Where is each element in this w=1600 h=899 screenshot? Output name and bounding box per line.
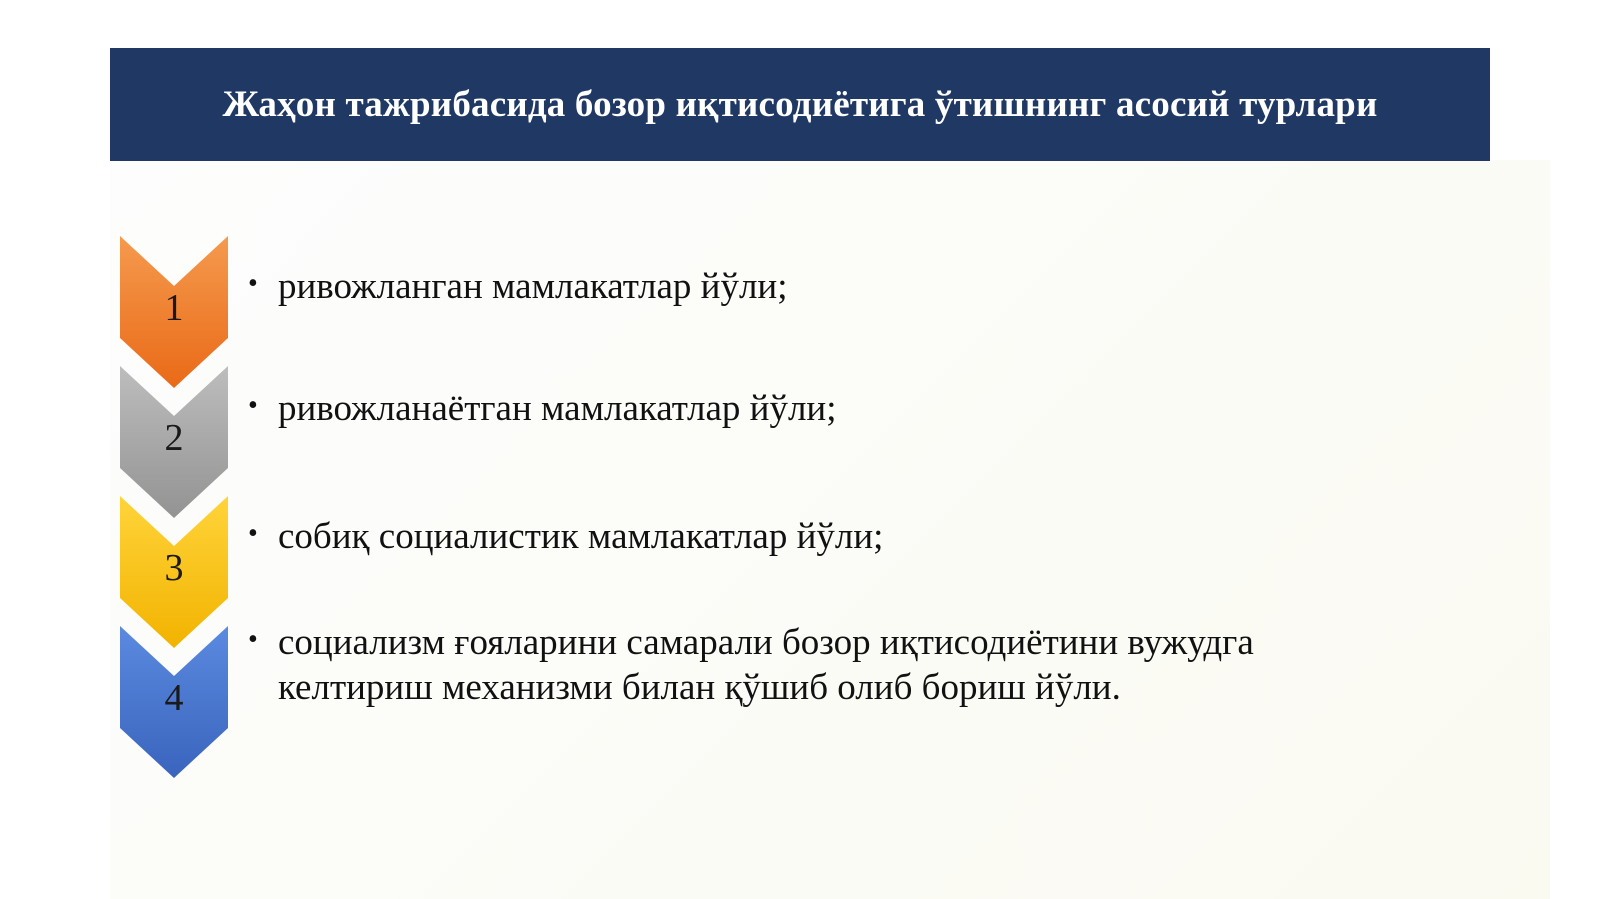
- bullet-icon: •: [248, 624, 258, 655]
- step-number-4: 4: [164, 677, 184, 719]
- bullet-icon: •: [248, 518, 258, 549]
- step-number-2: 2: [164, 417, 184, 459]
- slide-title: Жаҳон тажрибасида бозор иқтисодиётига ўтишнинг асосий турлари: [222, 84, 1378, 125]
- step-text-2: ривожланаётган мамлакатлар йўли;: [278, 388, 837, 429]
- step-number-1: 1: [164, 287, 184, 329]
- step-text-4: социализм ғояларини самарали бозор иқтисодиётини вужудга келтириш механизми билан қўшиб олиб бориш йўли.: [278, 622, 1254, 708]
- bullet-icon: •: [248, 390, 258, 421]
- step-text-1: ривожланган мамлакатлар йўли;: [278, 266, 788, 307]
- step-number-3: 3: [164, 547, 184, 589]
- title-banner: [110, 48, 1490, 161]
- step-text-3: собиқ социалистик мамлакатлар йўли;: [278, 516, 884, 557]
- bullet-icon: •: [248, 268, 258, 299]
- chevron-sequence: [120, 236, 230, 781]
